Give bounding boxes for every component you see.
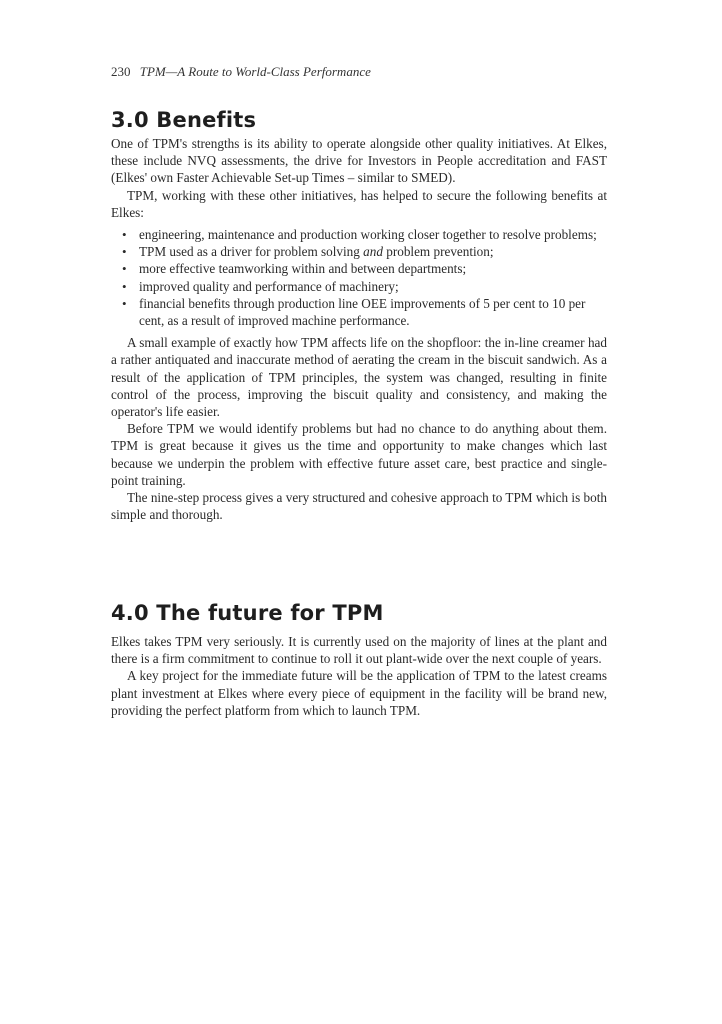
paragraph: One of TPM's strengths is its ability to operate alongside other quality initiatives. At Elkes, these include NVQ assessments, the drive for Investors in People accreditation and FAST (Elkes' own Faster Achievable Set-up Times – similar to SMED). (111, 136, 607, 186)
list-item-text: engineering, maintenance and production working closer together to resolve problems; (139, 227, 597, 243)
paragraph: Elkes takes TPM very seriously. It is currently used on the majority of lines at the plant and there is a firm commitment to continue to roll it out plant-wide over the next couple of years. (111, 634, 607, 667)
list-item-text: more effective teamworking within and between departments; (139, 261, 467, 277)
list-item-text: improved quality and performance of machinery; (139, 278, 399, 294)
list-item (122, 278, 607, 295)
list-item (122, 243, 607, 260)
benefits-list (111, 226, 607, 329)
paragraph: TPM, working with these other initiatives, has helped to secure the following benefits at Elkes: (111, 187, 607, 220)
paragraph: The nine-step process gives a very structured and cohesive approach to TPM which is both simple and thorough. (111, 490, 607, 523)
bullet-icon: • (122, 227, 127, 243)
list-item (122, 295, 607, 329)
paragraph: A small example of exactly how TPM affects life on the shopfloor: the in-line creamer had a rather antiquated and inaccurate method of aerating the cream in the biscuit sandwich. As a result of the application of TPM principles, the system was changed, resulting in finite control of the process, improving the biscuit quality and consistency, and making the operator's life easier. (111, 335, 607, 420)
list-item (122, 260, 607, 277)
paragraph: A key project for the immediate future will be the application of TPM to the latest creams plant investment at Elkes where every piece of equipment in the facility will be brand new, providing the perfect platform from which to launch TPM. (111, 668, 607, 718)
bullet-icon: • (122, 278, 127, 294)
section-benefits-body (111, 135, 607, 523)
bullet-icon: • (122, 244, 127, 260)
bullet-icon: • (122, 261, 127, 277)
list-item (122, 226, 607, 243)
bullet-icon: • (122, 295, 127, 311)
list-item-text: financial benefits through production line OEE improvements of 5 per cent to 10 per cent, as a result of improved machine performance. (139, 295, 586, 329)
emphasis-text: and (363, 244, 383, 260)
quote-paragraph: Before TPM we would identify problems but had no chance to do anything about them. TPM is great because it gives us the time and opportunity to make changes which last because we underpin the problem with effective future asset care, best practice and single-point training. (111, 421, 607, 488)
page-number: 230 (111, 64, 131, 79)
running-header (111, 64, 371, 80)
running-title: TPM—A Route to World-Class Performance (139, 64, 371, 79)
section-heading-future: 4.0 The future for TPM (111, 601, 384, 625)
section-future-body (111, 633, 607, 719)
list-item-text: TPM used as a driver for problem solving (139, 244, 364, 260)
list-item-text: problem prevention; (382, 244, 494, 260)
section-heading-benefits: 3.0 Benefits (111, 108, 257, 132)
